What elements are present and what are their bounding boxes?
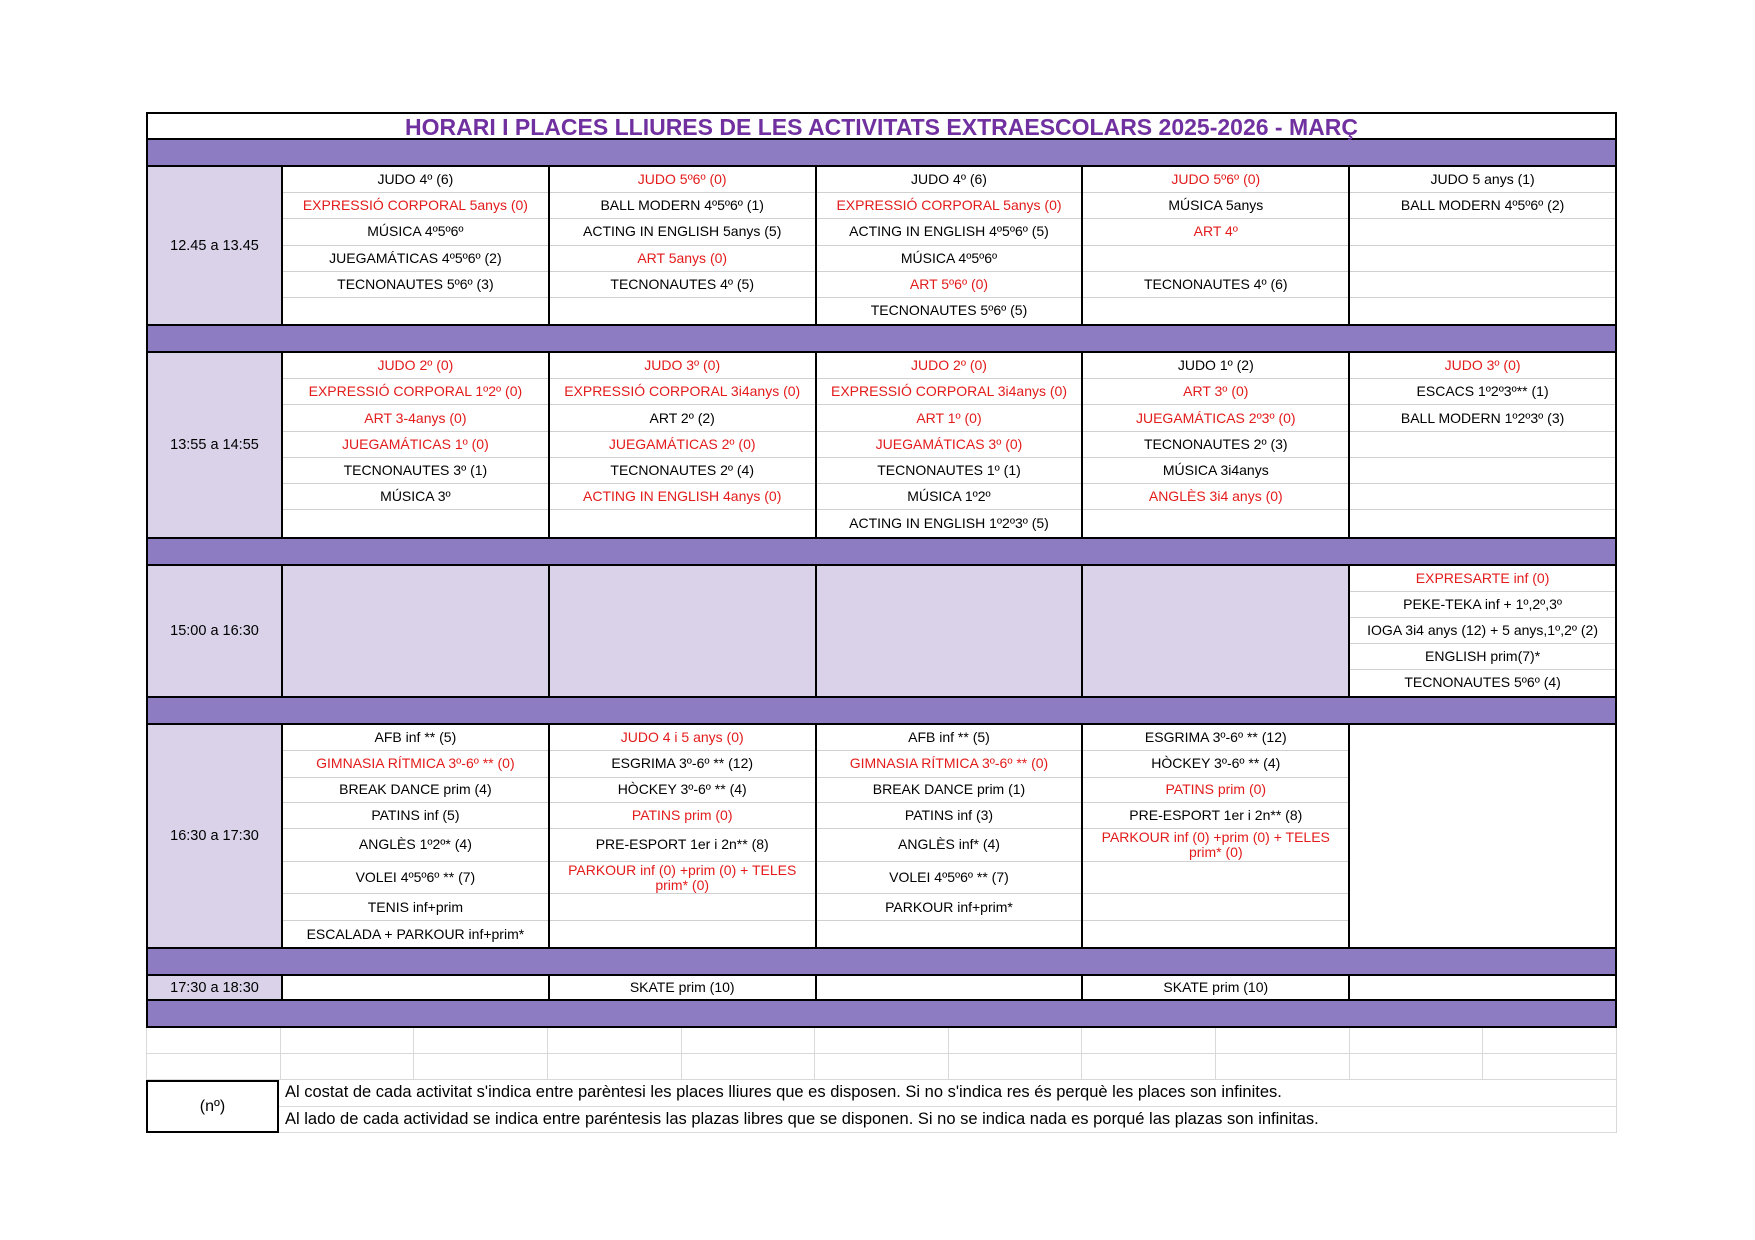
activity-cell: GIMNASIA RÍTMICA 3º-6º ** (0) <box>283 751 548 778</box>
time-block <box>146 167 1617 326</box>
activity-cell: TECNONAUTES 1º (1) <box>817 458 1082 484</box>
activity-cell: JUEGAMÁTICAS 3º (0) <box>817 432 1082 458</box>
activity-cell: MÚSICA 3i4anys <box>1083 458 1348 484</box>
activity-cell: EXPRESARTE inf (0) <box>1350 566 1615 592</box>
activity-cell: ACTING IN ENGLISH 4º5º6º (5) <box>817 219 1082 245</box>
activity-cell: BREAK DANCE prim (1) <box>817 778 1082 804</box>
activity-cell: ART 2º (2) <box>550 405 815 431</box>
activity-cell: JUDO 3º (0) <box>1350 353 1615 379</box>
page-title: HORARI I PLACES LLIURES DE LES ACTIVITATS EXTRAESCOLARS 2025-2026 - MARÇ <box>146 112 1617 140</box>
activity-cell: SKATE prim (10) <box>1163 979 1269 995</box>
day-column <box>817 725 1084 947</box>
separator-band <box>146 326 1617 353</box>
activity-cell: ART 5anys (0) <box>550 246 815 272</box>
activity-cell <box>1350 432 1615 458</box>
activity-cell: PARKOUR inf (0) +prim (0) + TELES prim* (0) <box>1083 829 1348 862</box>
separator-band <box>146 949 1617 976</box>
legend-notes <box>146 1080 1617 1133</box>
activity-cell: ANGLÈS 3i4 anys (0) <box>1083 484 1348 510</box>
day-column <box>1350 353 1615 537</box>
day-column <box>283 353 550 537</box>
activity-cell: ESGRIMA 3º-6º ** (12) <box>1083 725 1348 751</box>
activity-cell: MÚSICA 4º5º6º <box>817 246 1082 272</box>
activity-cell: TECNONAUTES 2º (3) <box>1083 432 1348 458</box>
day-column <box>1083 566 1350 697</box>
activity-cell <box>1350 272 1615 298</box>
activity-cell <box>1083 862 1348 895</box>
separator-band <box>146 1001 1617 1028</box>
activity-cell: EXPRESSIÓ CORPORAL 1º2º (0) <box>283 379 548 405</box>
activity-cell: TECNONAUTES 5º6º (5) <box>870 302 1028 319</box>
day-column <box>550 566 817 697</box>
empty-grid-row <box>146 1054 1617 1080</box>
activity-cell <box>1350 219 1615 245</box>
activity-cell <box>1083 894 1348 921</box>
activity-cell: MÚSICA 4º5º6º <box>283 219 548 245</box>
activity-cell <box>550 894 815 921</box>
activity-cell: PATINS prim (0) <box>1083 778 1348 804</box>
activity-cell <box>1083 298 1348 324</box>
activity-cell: HÒCKEY 3º-6º ** (4) <box>550 778 815 804</box>
activity-cell: JUEGAMÁTICAS 4º5º6º (2) <box>283 246 548 272</box>
activity-cell: JUDO 4º (6) <box>283 167 548 193</box>
day-column <box>1350 725 1615 947</box>
activity-cell: ART 3º (0) <box>1083 379 1348 405</box>
activity-cell <box>283 976 548 999</box>
activity-cell: JUDO 3º (0) <box>550 353 815 379</box>
activity-cell: BALL MODERN 4º5º6º (1) <box>550 193 815 219</box>
separator-band <box>146 140 1617 167</box>
activity-cell: ESGRIMA 3º-6º ** (12) <box>550 751 815 778</box>
activity-cell: MÚSICA 1º2º <box>817 484 1082 510</box>
activity-cell: TECNONAUTES 4º (5) <box>550 272 815 298</box>
activity-cell: ACTING IN ENGLISH 5anys (5) <box>550 219 815 245</box>
activity-cell <box>1083 246 1348 272</box>
activity-cell: ART 5º6º (0) <box>817 272 1082 298</box>
schedule-blocks <box>146 167 1617 1028</box>
activity-cell: MÚSICA 3º <box>283 484 548 510</box>
activity-cell: JUDO 4º (6) <box>817 167 1082 193</box>
time-block <box>146 725 1617 949</box>
activity-cell: PATINS prim (0) <box>550 803 815 829</box>
day-column <box>283 725 550 947</box>
legend-line-catalan: Al costat de cada activitat s'indica entre parèntesi les places lliures que es disposen. Si no s'indica res és perquè les places son infinites. <box>279 1080 1617 1107</box>
activity-cell: EXPRESSIÓ CORPORAL 3i4anys (0) <box>550 379 815 405</box>
time-block <box>146 353 1617 539</box>
time-slot-label: 12.45 a 13.45 <box>148 167 283 324</box>
activity-cell: EXPRESSIÓ CORPORAL 5anys (0) <box>283 193 548 219</box>
activity-cell: ANGLÈS 1º2º* (4) <box>283 829 548 862</box>
time-slot-label: 16:30 a 17:30 <box>148 725 283 947</box>
activity-cell <box>1350 298 1615 324</box>
day-column <box>283 167 550 324</box>
activity-cell <box>1083 921 1348 947</box>
activity-cell <box>817 921 1082 947</box>
activity-cell: VOLEI 4º5º6º ** (7) <box>283 862 548 895</box>
day-column <box>283 566 550 697</box>
activity-cell: ART 4º <box>1083 219 1348 245</box>
activity-cell: TENIS inf+prim <box>283 894 548 921</box>
day-column <box>550 976 817 999</box>
day-column <box>550 353 817 537</box>
empty-grid-row <box>146 1028 1617 1054</box>
activity-cell: ESCACS 1º2º3º** (1) <box>1350 379 1615 405</box>
day-column <box>1350 566 1615 697</box>
time-block <box>146 566 1617 699</box>
schedule-sheet <box>146 112 1617 1133</box>
activity-cell: JUDO 1º (2) <box>1083 353 1348 379</box>
time-slot-label: 13:55 a 14:55 <box>148 353 283 537</box>
activity-cell: BALL MODERN 1º2º3º (3) <box>1350 405 1615 431</box>
activity-cell <box>550 510 815 536</box>
day-column <box>1350 976 1615 999</box>
activity-cell: ACTING IN ENGLISH 1º2º3º (5) <box>849 514 1049 531</box>
day-column <box>817 167 1084 324</box>
activity-cell: JUDO 5º6º (0) <box>1083 167 1348 193</box>
activity-cell: JUDO 2º (0) <box>817 353 1082 379</box>
activity-cell: HÒCKEY 3º-6º ** (4) <box>1083 751 1348 778</box>
activity-cell: JUDO 5º6º (0) <box>550 167 815 193</box>
activity-cell: PRE-ESPORT 1er i 2n** (8) <box>550 829 815 862</box>
activity-cell: AFB inf ** (5) <box>817 725 1082 751</box>
time-block <box>146 976 1617 1001</box>
activity-cell: TECNONAUTES 5º6º (4) <box>1404 674 1561 691</box>
day-column <box>817 566 1084 697</box>
activity-cell: ESCALADA + PARKOUR inf+prim* <box>306 925 525 942</box>
day-column <box>1083 725 1350 947</box>
activity-cell: JUDO 2º (0) <box>283 353 548 379</box>
activity-cell: TECNONAUTES 4º (6) <box>1083 272 1348 298</box>
activity-cell <box>1350 510 1615 536</box>
day-column <box>550 725 817 947</box>
day-column <box>1083 976 1350 999</box>
activity-cell: ART 1º (0) <box>817 405 1082 431</box>
activity-cell: JUEGAMÁTICAS 1º (0) <box>283 432 548 458</box>
activity-cell: EXPRESSIÓ CORPORAL 5anys (0) <box>817 193 1082 219</box>
activity-cell: IOGA 3i4 anys (12) + 5 anys,1º,2º (2) <box>1350 618 1615 644</box>
activity-cell <box>1350 976 1615 999</box>
day-column <box>817 353 1084 537</box>
activity-cell: JUDO 5 anys (1) <box>1350 167 1615 193</box>
time-slot-label: 15:00 a 16:30 <box>148 566 283 697</box>
separator-band <box>146 539 1617 566</box>
day-column <box>550 167 817 324</box>
activity-cell: ART 3-4anys (0) <box>283 405 548 431</box>
day-column <box>283 976 550 999</box>
activity-cell <box>1350 246 1615 272</box>
day-column <box>1350 167 1615 324</box>
activity-cell: GIMNASIA RÍTMICA 3º-6º ** (0) <box>817 751 1082 778</box>
activity-cell: PATINS inf (3) <box>817 803 1082 829</box>
activity-cell: JUEGAMÁTICAS 2º3º (0) <box>1083 405 1348 431</box>
activity-cell: PARKOUR inf+prim* <box>817 894 1082 921</box>
activity-cell: ANGLÈS inf* (4) <box>817 829 1082 862</box>
activity-cell <box>550 298 815 324</box>
activity-cell <box>1350 484 1615 510</box>
activity-cell: PARKOUR inf (0) +prim (0) + TELES prim* (0) <box>550 862 815 895</box>
activity-cell: ACTING IN ENGLISH 4anys (0) <box>550 484 815 510</box>
activity-cell: VOLEI 4º5º6º ** (7) <box>817 862 1082 895</box>
activity-cell: PATINS inf (5) <box>283 803 548 829</box>
activity-cell: TECNONAUTES 3º (1) <box>283 458 548 484</box>
activity-cell: BALL MODERN 4º5º6º (2) <box>1350 193 1615 219</box>
activity-cell: PEKE-TEKA inf + 1º,2º,3º <box>1350 592 1615 618</box>
day-column <box>1083 167 1350 324</box>
activity-cell: TECNONAUTES 2º (4) <box>550 458 815 484</box>
activity-cell: EXPRESSIÓ CORPORAL 3i4anys (0) <box>817 379 1082 405</box>
activity-cell <box>1083 510 1348 536</box>
activity-cell: PRE-ESPORT 1er i 2n** (8) <box>1083 803 1348 829</box>
activity-cell: JUEGAMÁTICAS 2º (0) <box>550 432 815 458</box>
activity-cell: JUDO 4 i 5 anys (0) <box>550 725 815 751</box>
time-slot-label: 17:30 a 18:30 <box>148 976 283 999</box>
legend-line-spanish: Al lado de cada actividad se indica entre paréntesis las plazas libres que se disponen. Si no se indica nada es porqué las plazas son infinitas. <box>279 1107 1617 1134</box>
activity-cell <box>283 510 548 536</box>
day-column <box>817 976 1084 999</box>
activity-cell <box>550 921 815 947</box>
activity-cell: BREAK DANCE prim (4) <box>283 778 548 804</box>
day-column <box>1083 353 1350 537</box>
separator-band <box>146 698 1617 725</box>
activity-cell: TECNONAUTES 5º6º (3) <box>283 272 548 298</box>
activity-cell <box>1350 458 1615 484</box>
activity-cell: ENGLISH prim(7)* <box>1350 644 1615 670</box>
activity-cell <box>283 298 548 324</box>
activity-cell <box>817 976 1082 999</box>
activity-cell: MÚSICA 5anys <box>1083 193 1348 219</box>
legend-key: (nº) <box>146 1080 279 1133</box>
activity-cell: AFB inf ** (5) <box>283 725 548 751</box>
activity-cell: SKATE prim (10) <box>629 979 735 995</box>
